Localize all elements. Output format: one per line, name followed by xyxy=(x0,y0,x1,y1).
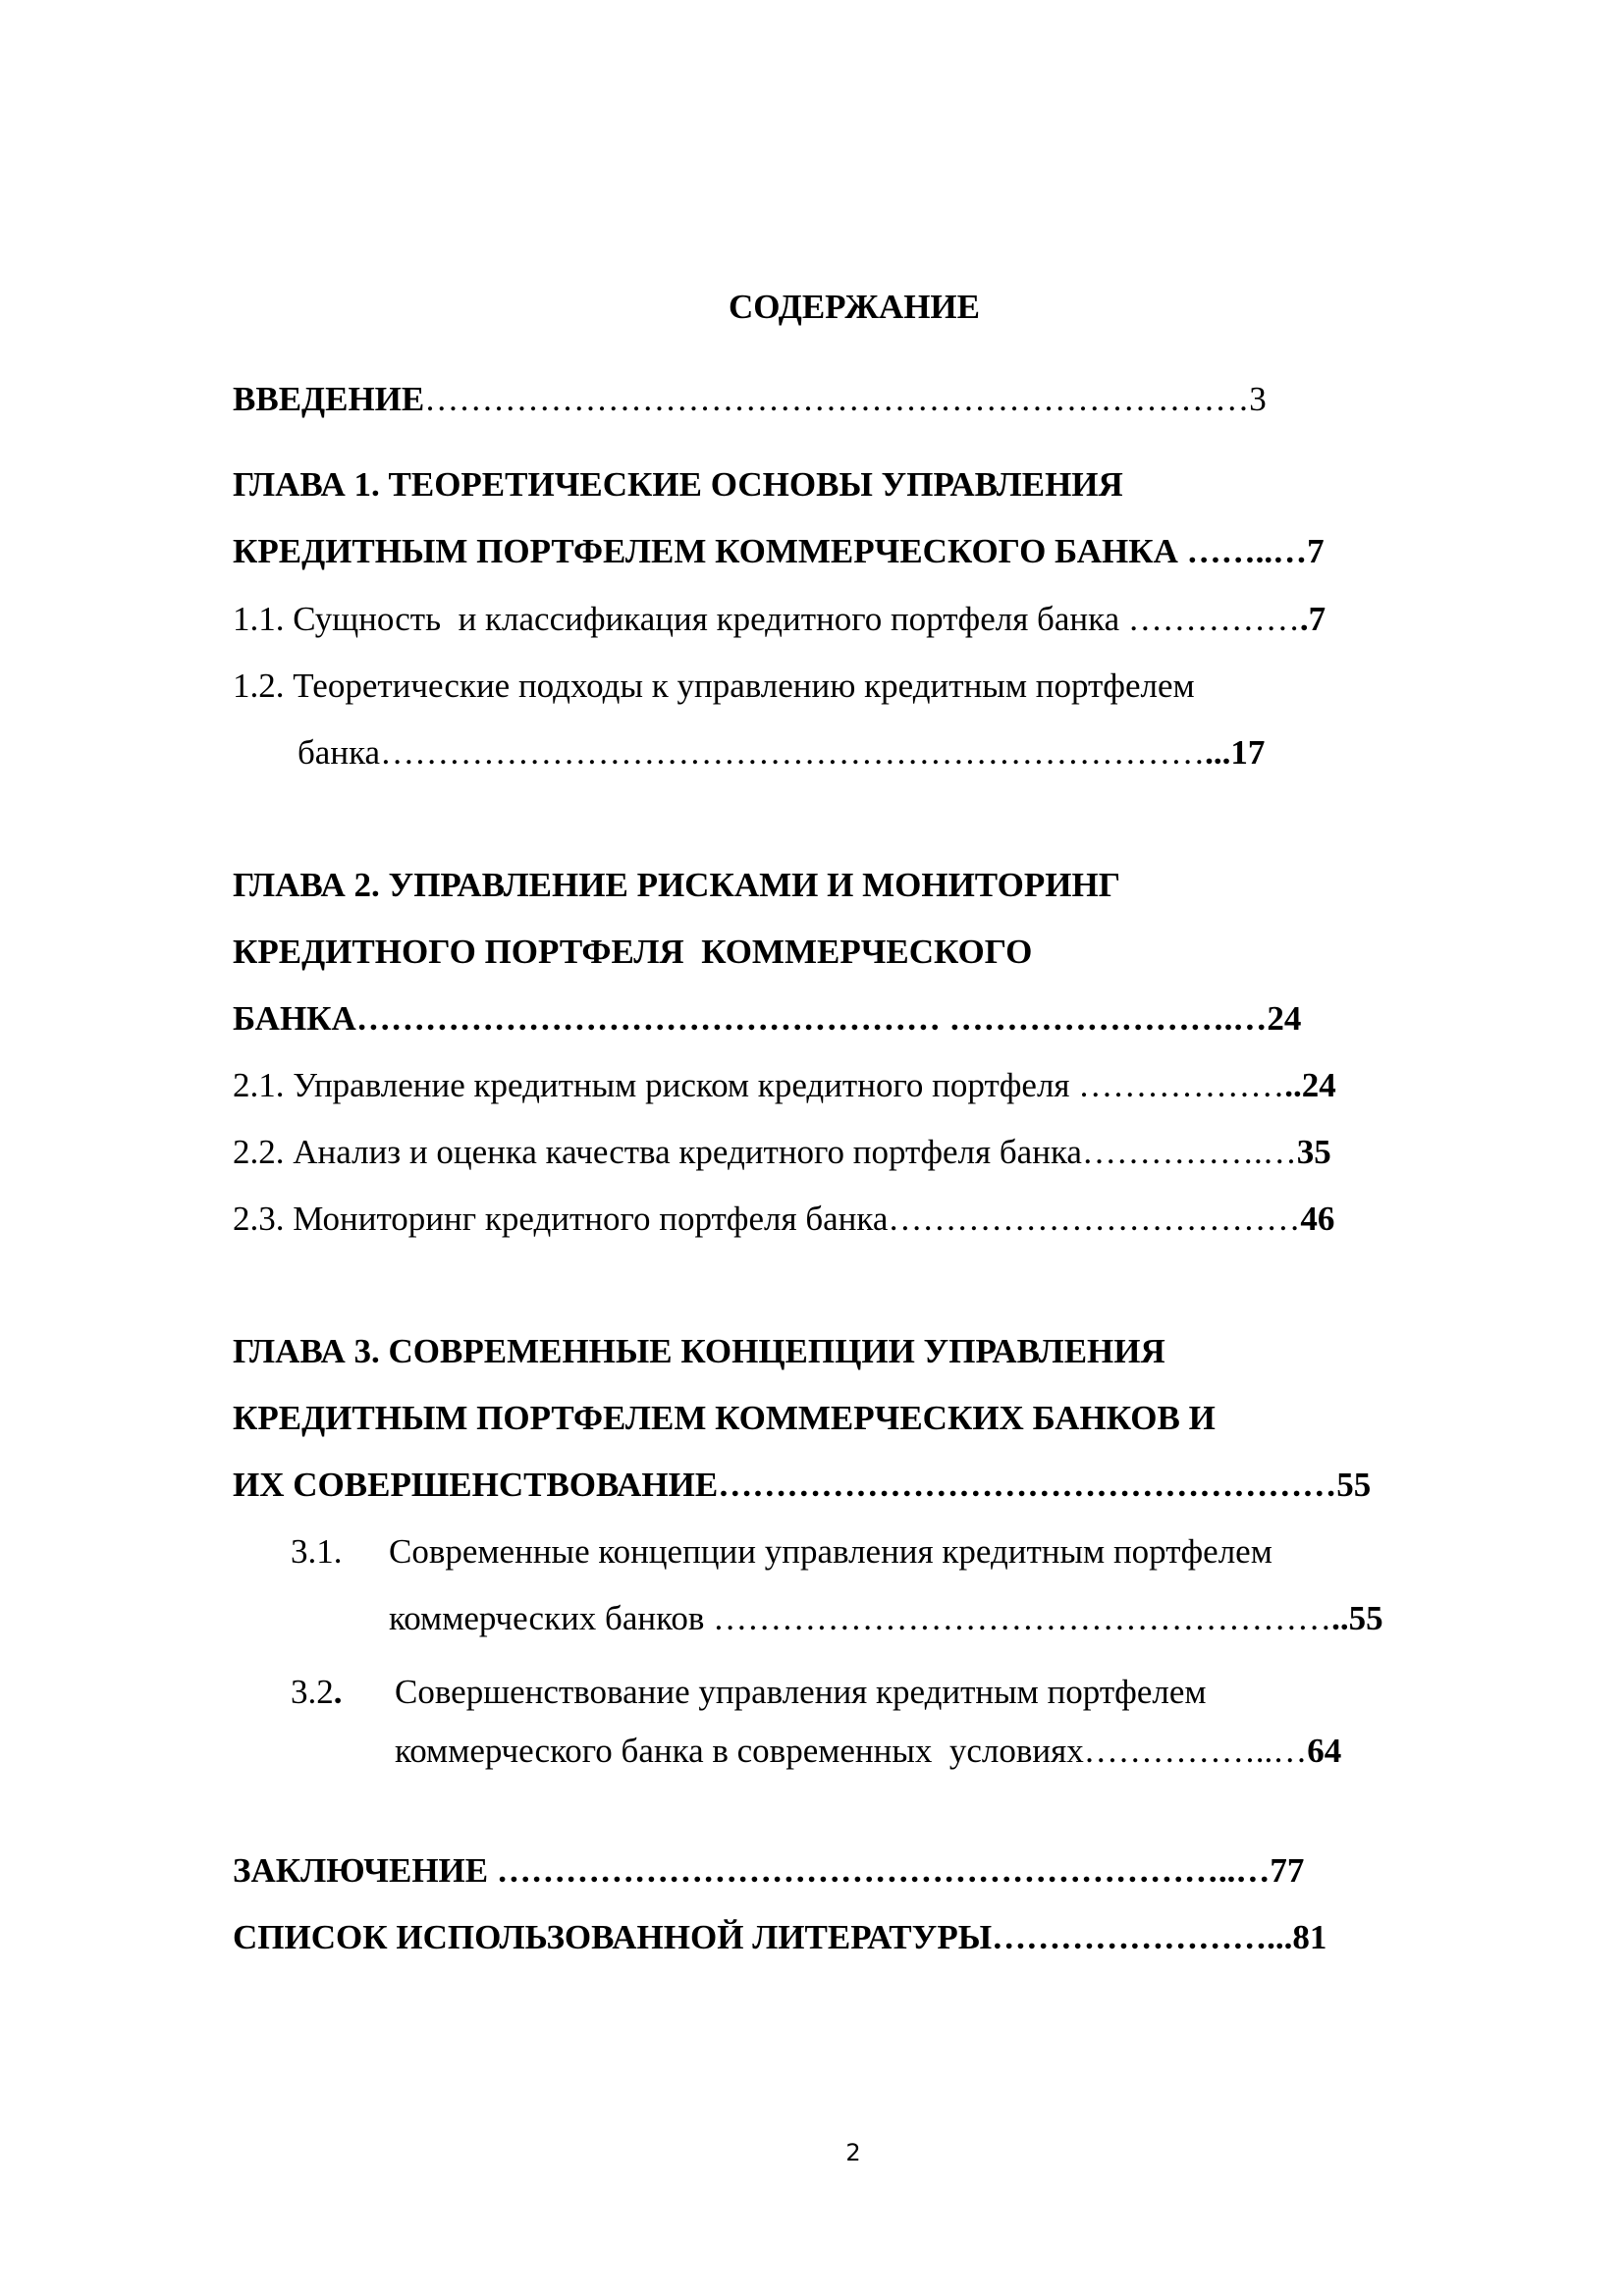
toc-page-number: ..24 xyxy=(1284,1066,1336,1104)
toc-page-number: ...17 xyxy=(1205,733,1266,772)
toc-chapter-3-line-1: ГЛАВА 3. СОВРЕМЕННЫЕ КОНЦЕПЦИИ УПРАВЛЕНИЯ xyxy=(233,1332,1165,1370)
toc-page-number: 35 xyxy=(1296,1133,1331,1171)
toc-page-number: ..55 xyxy=(1331,1599,1383,1637)
toc-section-1-1 xyxy=(233,598,1326,641)
toc-section-1-2-line-1: 1.2. Теоретические подходы к управлению кредитным портфелем xyxy=(233,667,1195,705)
toc-entry-label: 2.3. Мониторинг кредитного портфеля банка……………………………… xyxy=(233,1200,1301,1238)
toc-section-3-2-line-1: Совершенствование управления кредитным портфелем xyxy=(395,1673,1207,1711)
page-title: СОДЕРЖАНИЕ xyxy=(728,288,980,326)
toc-section-number-dot: . xyxy=(333,1673,343,1711)
toc-section-2-1 xyxy=(233,1064,1336,1107)
toc-leader-dots: ………………………………………………………………3 xyxy=(424,380,1267,418)
toc-chapter-3-line-3: ИХ СОВЕРШЕНСТВОВАНИЕ………………………………………………55 xyxy=(233,1466,1372,1504)
toc-bibliography: СПИСОК ИСПОЛЬЗОВАННОЙ ЛИТЕРАТУРЫ……………………...81 xyxy=(233,1918,1327,1956)
toc-entry-label: 1.1. Сущность и классификация кредитного портфеля банка …………… xyxy=(233,600,1300,638)
toc-page-number: 64 xyxy=(1307,1732,1342,1770)
toc-section-2-2 xyxy=(233,1131,1331,1174)
toc-section-3-1-number: 3.1. xyxy=(291,1532,343,1571)
toc-section-3-2-number xyxy=(291,1671,343,1714)
toc-entry-label: 2.1. Управление кредитным риском кредитного портфеля ……………… xyxy=(233,1066,1285,1104)
toc-section-3-2-line-2 xyxy=(395,1730,1341,1773)
toc-chapter-1-line-2: КРЕДИТНЫМ ПОРТФЕЛЕМ КОММЕРЧЕСКОГО БАНКА ……..…7 xyxy=(233,532,1325,570)
toc-section-3-1-line-2 xyxy=(389,1597,1383,1640)
toc-chapter-3-line-2: КРЕДИТНЫМ ПОРТФЕЛЕМ КОММЕРЧЕСКИХ БАНКОВ И xyxy=(233,1399,1216,1437)
toc-page-number: .7 xyxy=(1299,600,1326,638)
toc-page-number: 46 xyxy=(1300,1200,1335,1238)
toc-conclusion: ЗАКЛЮЧЕНИЕ ………………………………………………………..…77 xyxy=(233,1851,1305,1890)
page-number: 2 xyxy=(845,2139,861,2166)
toc-entry-label: коммерческих банков ……………………………………………… xyxy=(389,1599,1332,1637)
toc-entry-introduction xyxy=(233,378,1267,421)
toc-entry-label: 2.2. Анализ и оценка качества кредитного портфеля банка…………….… xyxy=(233,1133,1297,1171)
toc-section-number: 3.2 xyxy=(291,1673,334,1711)
toc-entry-label: ВВЕДЕНИЕ xyxy=(233,380,425,418)
toc-entry-label: коммерческого банка в современных условиях……………..… xyxy=(395,1732,1308,1770)
toc-chapter-2-line-2: КРЕДИТНОГО ПОРТФЕЛЯ КОММЕРЧЕСКОГО xyxy=(233,933,1033,971)
toc-section-2-3 xyxy=(233,1198,1334,1241)
toc-section-1-2-line-2 xyxy=(298,731,1265,774)
toc-chapter-2-line-1: ГЛАВА 2. УПРАВЛЕНИЕ РИСКАМИ И МОНИТОРИНГ xyxy=(233,866,1121,904)
toc-section-3-1-line-1: Современные концепции управления кредитным портфелем xyxy=(389,1532,1272,1571)
toc-chapter-2-line-3: БАНКА…………………………………………… …………………….…24 xyxy=(233,999,1302,1038)
toc-entry-label: банка……………………………………………………………… xyxy=(298,733,1206,772)
toc-chapter-1-line-1: ГЛАВА 1. ТЕОРЕТИЧЕСКИЕ ОСНОВЫ УПРАВЛЕНИЯ xyxy=(233,465,1123,504)
